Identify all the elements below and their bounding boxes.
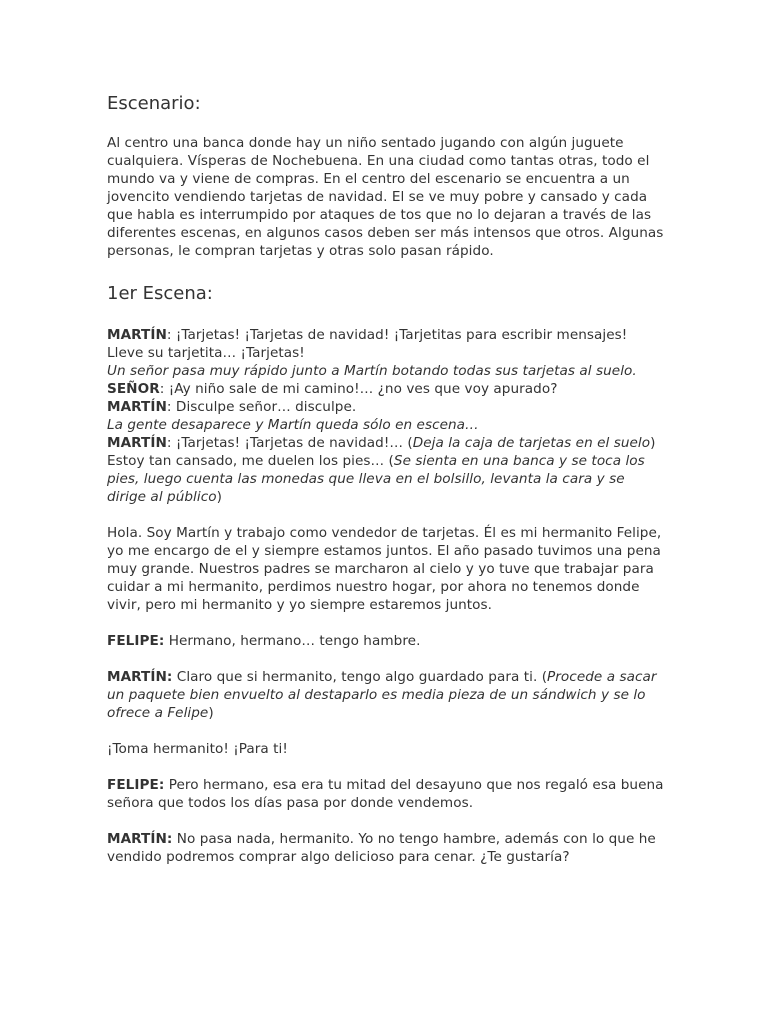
speaker-felipe: FELIPE: xyxy=(107,777,165,793)
dialogue-martin-5 xyxy=(107,830,667,866)
dialogue-text: Hermano, hermano… tengo hambre. xyxy=(164,633,421,649)
dialogue-text: Pero hermano, esa era tu mitad del desayuno que nos regaló esa buena señora que todos los días pasa por donde vendemos. xyxy=(107,777,664,811)
speaker-martin: MARTÍN xyxy=(107,399,167,415)
stage-direction: La gente desaparece y Martín queda sólo en escena… xyxy=(107,417,479,433)
dialogue-text: Claro que si hermanito, tengo algo guardado para ti. ( xyxy=(172,669,548,685)
escenario-paragraph: Al centro una banca donde hay un niño sentado jugando con algún juguete cualquiera. Vísperas de Nochebuena. En una ciudad como tantas otras, todo el mundo va y viene de compras. En el centro del escenario se encuentra a un jovencito vendiendo tarjetas de navidad. El se ve muy pobre y cansado y cada que habla es interrumpido por ataques de tos que no lo dejaran a través de las diferentes escenas, en algunos casos deben ser más intensos que otros. Algunas personas, le compran tarjetas y otras solo pasan rápido. xyxy=(107,135,664,259)
speaker-martin: MARTÍN xyxy=(107,435,167,451)
dialogue-text: ) xyxy=(208,705,214,721)
monologue-paragraph: Hola. Soy Martín y trabajo como vendedor de tarjetas. Él es mi hermanito Felipe, yo me encargo de el y siempre estamos juntos. El año pasado tuvimos una pena muy grande. Nuestros padres se marcharon al cielo y yo tuve que trabajar para cuidar a mi hermanito, perdimos nuestro hogar, por ahora no tenemos donde vivir, pero mi hermanito y yo siempre estaremos juntos. xyxy=(107,525,662,613)
stage-direction: Se sienta en una banca y se toca los pies, luego cuenta las monedas que lleva en el bolsillo, levanta la cara y se dirige al público xyxy=(107,453,645,505)
dialogue-felipe-2 xyxy=(107,776,667,812)
dialogue-text: : ¡Ay niño sale de mi camino!… ¿no ves que voy apurado? xyxy=(159,381,558,397)
stage-direction: Un señor pasa muy rápido junto a Martín botando todas sus tarjetas al suelo. xyxy=(107,363,637,379)
heading-escena-1: 1er Escena: xyxy=(107,283,213,304)
dialogue-text: : Disculpe señor… disculpe. xyxy=(166,399,357,415)
speaker-felipe: FELIPE: xyxy=(107,633,165,649)
dialogue-block-1 xyxy=(107,326,667,506)
dialogue-text: ) xyxy=(216,489,222,505)
dialogue-toma: ¡Toma hermanito! ¡Para ti! xyxy=(107,741,288,757)
dialogue-text: No pasa nada, hermanito. Yo no tengo hambre, además con lo que he vendido podremos comprar algo delicioso para cenar. ¿Te gustaría? xyxy=(107,831,656,865)
speaker-martin: MARTÍN: xyxy=(107,669,173,685)
dialogue-text: : ¡Tarjetas! ¡Tarjetas de navidad!… ( xyxy=(166,435,413,451)
heading-escenario: Escenario: xyxy=(107,93,201,114)
stage-direction: Deja la caja de tarjetas en el suelo xyxy=(412,435,651,451)
speaker-martin: MARTÍN: xyxy=(107,831,173,847)
stage-direction: Procede a sacar un paquete bien envuelto al destaparlo es media pieza de un sándwich y se lo ofrece a Felipe xyxy=(107,669,657,721)
dialogue-felipe-1 xyxy=(107,632,667,650)
dialogue-text: : ¡Tarjetas! ¡Tarjetas de navidad! ¡Tarjetitas para escribir mensajes! Lleve su tarjetita… ¡Tarjetas! xyxy=(107,327,628,361)
document-content xyxy=(107,92,667,866)
dialogue-martin-4 xyxy=(107,668,667,722)
dialogue-text: ) Estoy tan cansado, me duelen los pies… ( xyxy=(107,435,656,469)
speaker-martin: MARTÍN xyxy=(107,327,167,343)
speaker-senor: SEÑOR xyxy=(107,381,160,397)
